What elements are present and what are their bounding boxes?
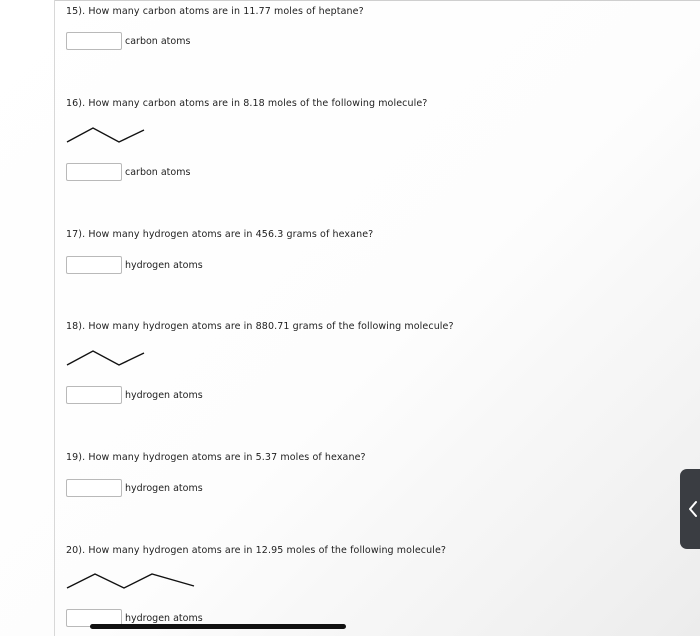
zigzag-chain-4-bonds-icon	[66, 570, 198, 592]
zigzag-chain-3-bonds-icon	[66, 124, 148, 146]
left-divider	[54, 0, 55, 636]
question-18-answer-row	[66, 385, 203, 405]
question-17-answer-row	[66, 255, 203, 275]
question-19-answer-row	[66, 478, 203, 498]
home-indicator-bar[interactable]	[90, 624, 346, 629]
question-18-text: 18). How many hydrogen atoms are in 880.71 grams of the following molecule?	[66, 321, 454, 332]
question-18-unit-label: hydrogen atoms	[125, 389, 203, 401]
side-panel-toggle-button[interactable]	[680, 469, 700, 549]
top-divider	[55, 0, 700, 1]
question-17-answer-input[interactable]	[66, 256, 122, 274]
question-16-answer-input[interactable]	[66, 163, 122, 181]
question-20-unit-label: hydrogen atoms	[125, 612, 203, 624]
question-15-answer-row	[66, 31, 190, 51]
question-19-unit-label: hydrogen atoms	[125, 482, 203, 494]
zigzag-chain-3-bonds-icon	[66, 347, 148, 369]
question-19-text: 19). How many hydrogen atoms are in 5.37 moles of hexane?	[66, 452, 366, 463]
question-20-text: 20). How many hydrogen atoms are in 12.95 moles of the following molecule?	[66, 545, 447, 556]
question-17-text: 17). How many hydrogen atoms are in 456.3 grams of hexane?	[66, 229, 374, 240]
question-16-unit-label: carbon atoms	[125, 166, 191, 178]
question-15-text: 15). How many carbon atoms are in 11.77 moles of heptane?	[66, 6, 364, 17]
question-17-unit-label: hydrogen atoms	[125, 259, 203, 271]
question-18-answer-input[interactable]	[66, 386, 122, 404]
question-15-answer-input[interactable]	[66, 32, 122, 50]
question-16-answer-row	[66, 162, 190, 182]
question-15-unit-label: carbon atoms	[125, 35, 191, 47]
question-16-text: 16). How many carbon atoms are in 8.18 moles of the following molecule?	[66, 98, 428, 109]
question-19-answer-input[interactable]	[66, 479, 122, 497]
chevron-left-icon	[688, 500, 698, 518]
